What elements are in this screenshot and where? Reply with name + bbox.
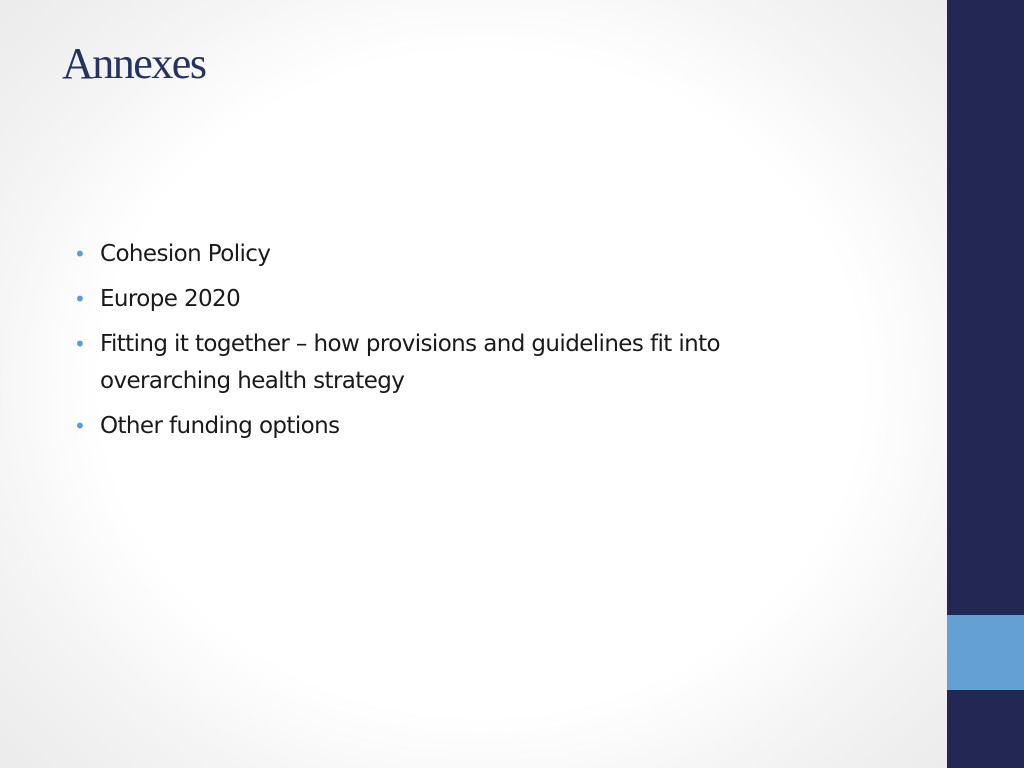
slide-title: Annexes bbox=[62, 39, 206, 88]
bullet-marker-icon: • bbox=[74, 414, 86, 438]
bullet-item bbox=[72, 408, 852, 445]
bullet-text: Cohesion Policy bbox=[100, 241, 271, 267]
bullet-item bbox=[72, 326, 852, 400]
bullet-marker-icon: • bbox=[74, 242, 86, 266]
sidebar-accent-block bbox=[947, 615, 1024, 690]
bullet-text: Other funding options bbox=[100, 413, 340, 439]
bullet-marker-icon: • bbox=[74, 332, 86, 356]
bullet-text: Europe 2020 bbox=[100, 286, 241, 312]
bullet-text: Fitting it together – how provisions and guidelines fit into overarching health strategy bbox=[100, 331, 721, 394]
bullet-list bbox=[72, 236, 852, 453]
bullet-item bbox=[72, 281, 852, 318]
bullet-item bbox=[72, 236, 852, 273]
bullet-marker-icon: • bbox=[74, 287, 86, 311]
